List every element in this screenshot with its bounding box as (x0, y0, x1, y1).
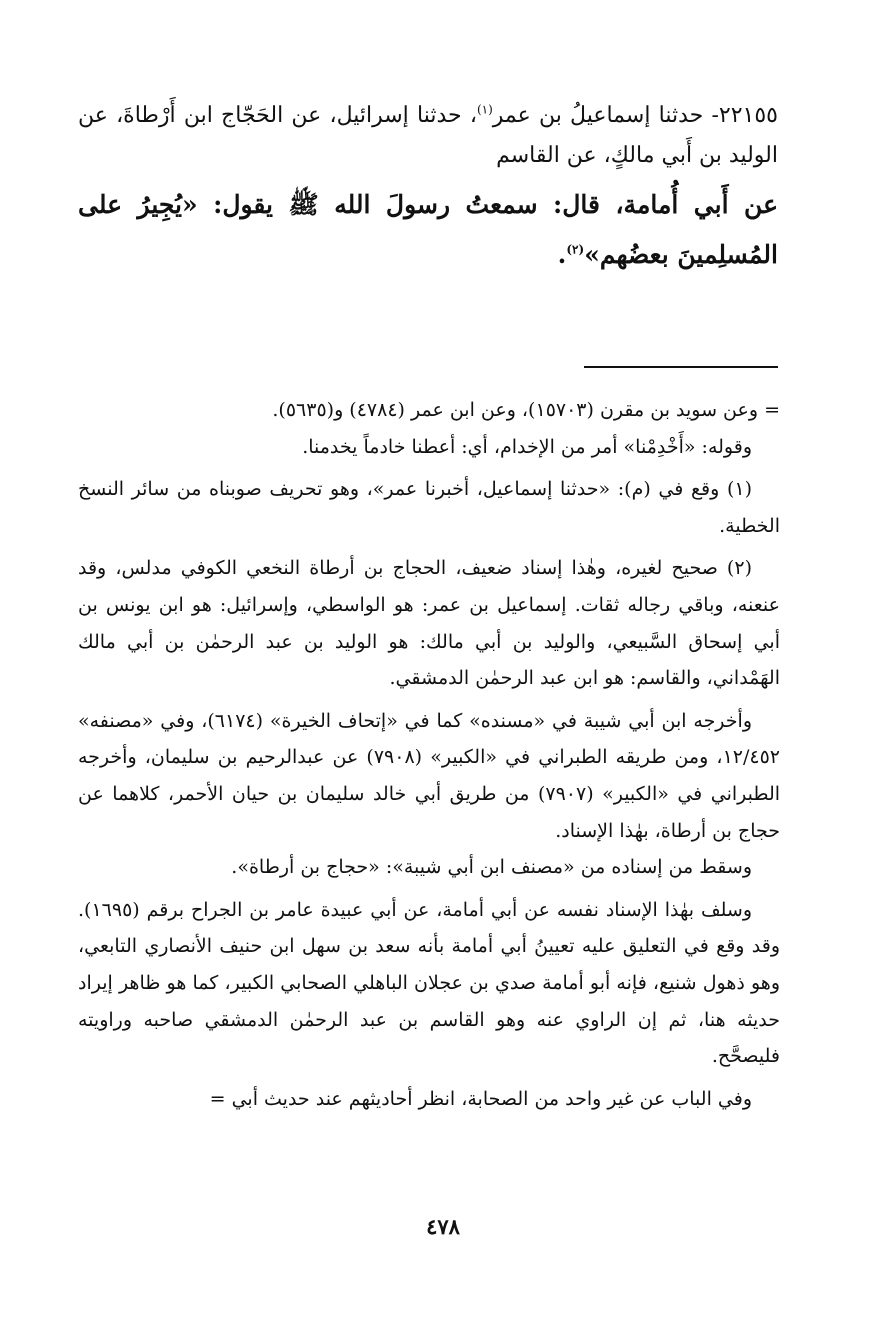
footnote-salafa: وسلف بهٰذا الإسناد نفسه عن أبي أمامة، عن أبي عبيدة عامر بن الجراح برقم (١٦٩٥). وقد وقع في التعليق عليه تعيينُ أبي أمامة بأنه سعد بن سهل ابن حنيف الأنصاري التابعي، وهو ذهول شنيع، فإنه أبو أمامة صدي بن عجلان الباهلي الصحابي الكبير، كما هو ظاهر إيراد حديثه هنا، ثم إن الراوي عنه وهو القاسم بن عبد الرحمٰن الدمشقي صاحبه وراويته فليصحَّح. (78, 898, 780, 1068)
footnote-1: (١) وقع في (م): «حدثنا إسماعيل، أخبرنا عمر»، وهو تحريف صوبناه من سائر النسخ الخطية. (78, 478, 780, 537)
footnote-carryover: = وعن سويد بن مقرن (١٥٧٠٣)، وعن ابن عمر (٤٧٨٤) و(٥٦٣٥). (272, 399, 780, 421)
hadith-text (78, 96, 778, 280)
footnote-takhrij: وأخرجه ابن أبي شيبة في «مسنده» كما في «إتحاف الخيرة» (٦١٧٤)، وفي «مصنفه» ١٢/٤٥٢، ومن طريقه الطبراني في «الكبير» (٧٩٠٨) عن عبدالرحيم بن سليمان، وأخرجه الطبراني في «الكبير» (٧٩٠٧) من طريق أبي خالد سليمان بن حيان الأحمر، كلاهما عن حجاج بن أرطاة، بهٰذا الإسناد. (78, 709, 781, 842)
footnotes-block (78, 392, 780, 1117)
matn (78, 180, 778, 280)
matn-text: عن أَبي أُمامة، قال: سمعتُ رسولَ الله ﷺ يقول: «يُجِيرُ على المُسلِمينَ بعضُهم» (78, 190, 778, 269)
isnad-part1: ٢٢١٥٥- حدثنا إسماعيلُ بن عمر (492, 103, 778, 128)
footnote-ref-1[interactable]: (١) (476, 102, 493, 117)
footnote-ref-2[interactable]: (٢) (566, 242, 585, 257)
page-number: ٤٧٨ (426, 1214, 460, 1239)
main-text-block (78, 96, 778, 280)
isnad (78, 96, 778, 176)
footnote-separator (584, 366, 778, 368)
footnote-2: (٢) صحيح لغيره، وهٰذا إسناد ضعيف، الحجاج بن أرطاة النخعي الكوفي مدلس، وقد عنعنه، وباقي رجاله ثقات. إسماعيل بن عمر: هو الواسطي، وإسرائيل: هو ابن يونس بن أبي إسحاق السَّبيعي، والوليد بن أبي مالك: هو الوليد بن عبد الرحمٰن بن أبي مالك الهَمْداني، والقاسم: هو ابن عبد الرحمٰن الدمشقي. (78, 557, 780, 690)
matn-end: . (557, 240, 567, 269)
footnote-qawluhu: وقوله: «أَخْدِمْنا» أمر من الإخدام، أي: أعطنا خادماً يخدمنا. (302, 435, 752, 458)
footnote-saqata: وسقط من إسناده من «مصنف ابن أبي شيبة»: «حجاج بن أرطاة». (231, 856, 752, 879)
isnad-part2: ، حدثنا إسرائيل، عن الحَجّاج ابن أَرْطاةَ، عن الوليد بن أَبي مالكٍ، عن القاسم (78, 103, 778, 168)
footnote-bab: وفي الباب عن غير واحد من الصحابة، انظر أحاديثهم عند حديث أبي = (209, 1087, 752, 1110)
